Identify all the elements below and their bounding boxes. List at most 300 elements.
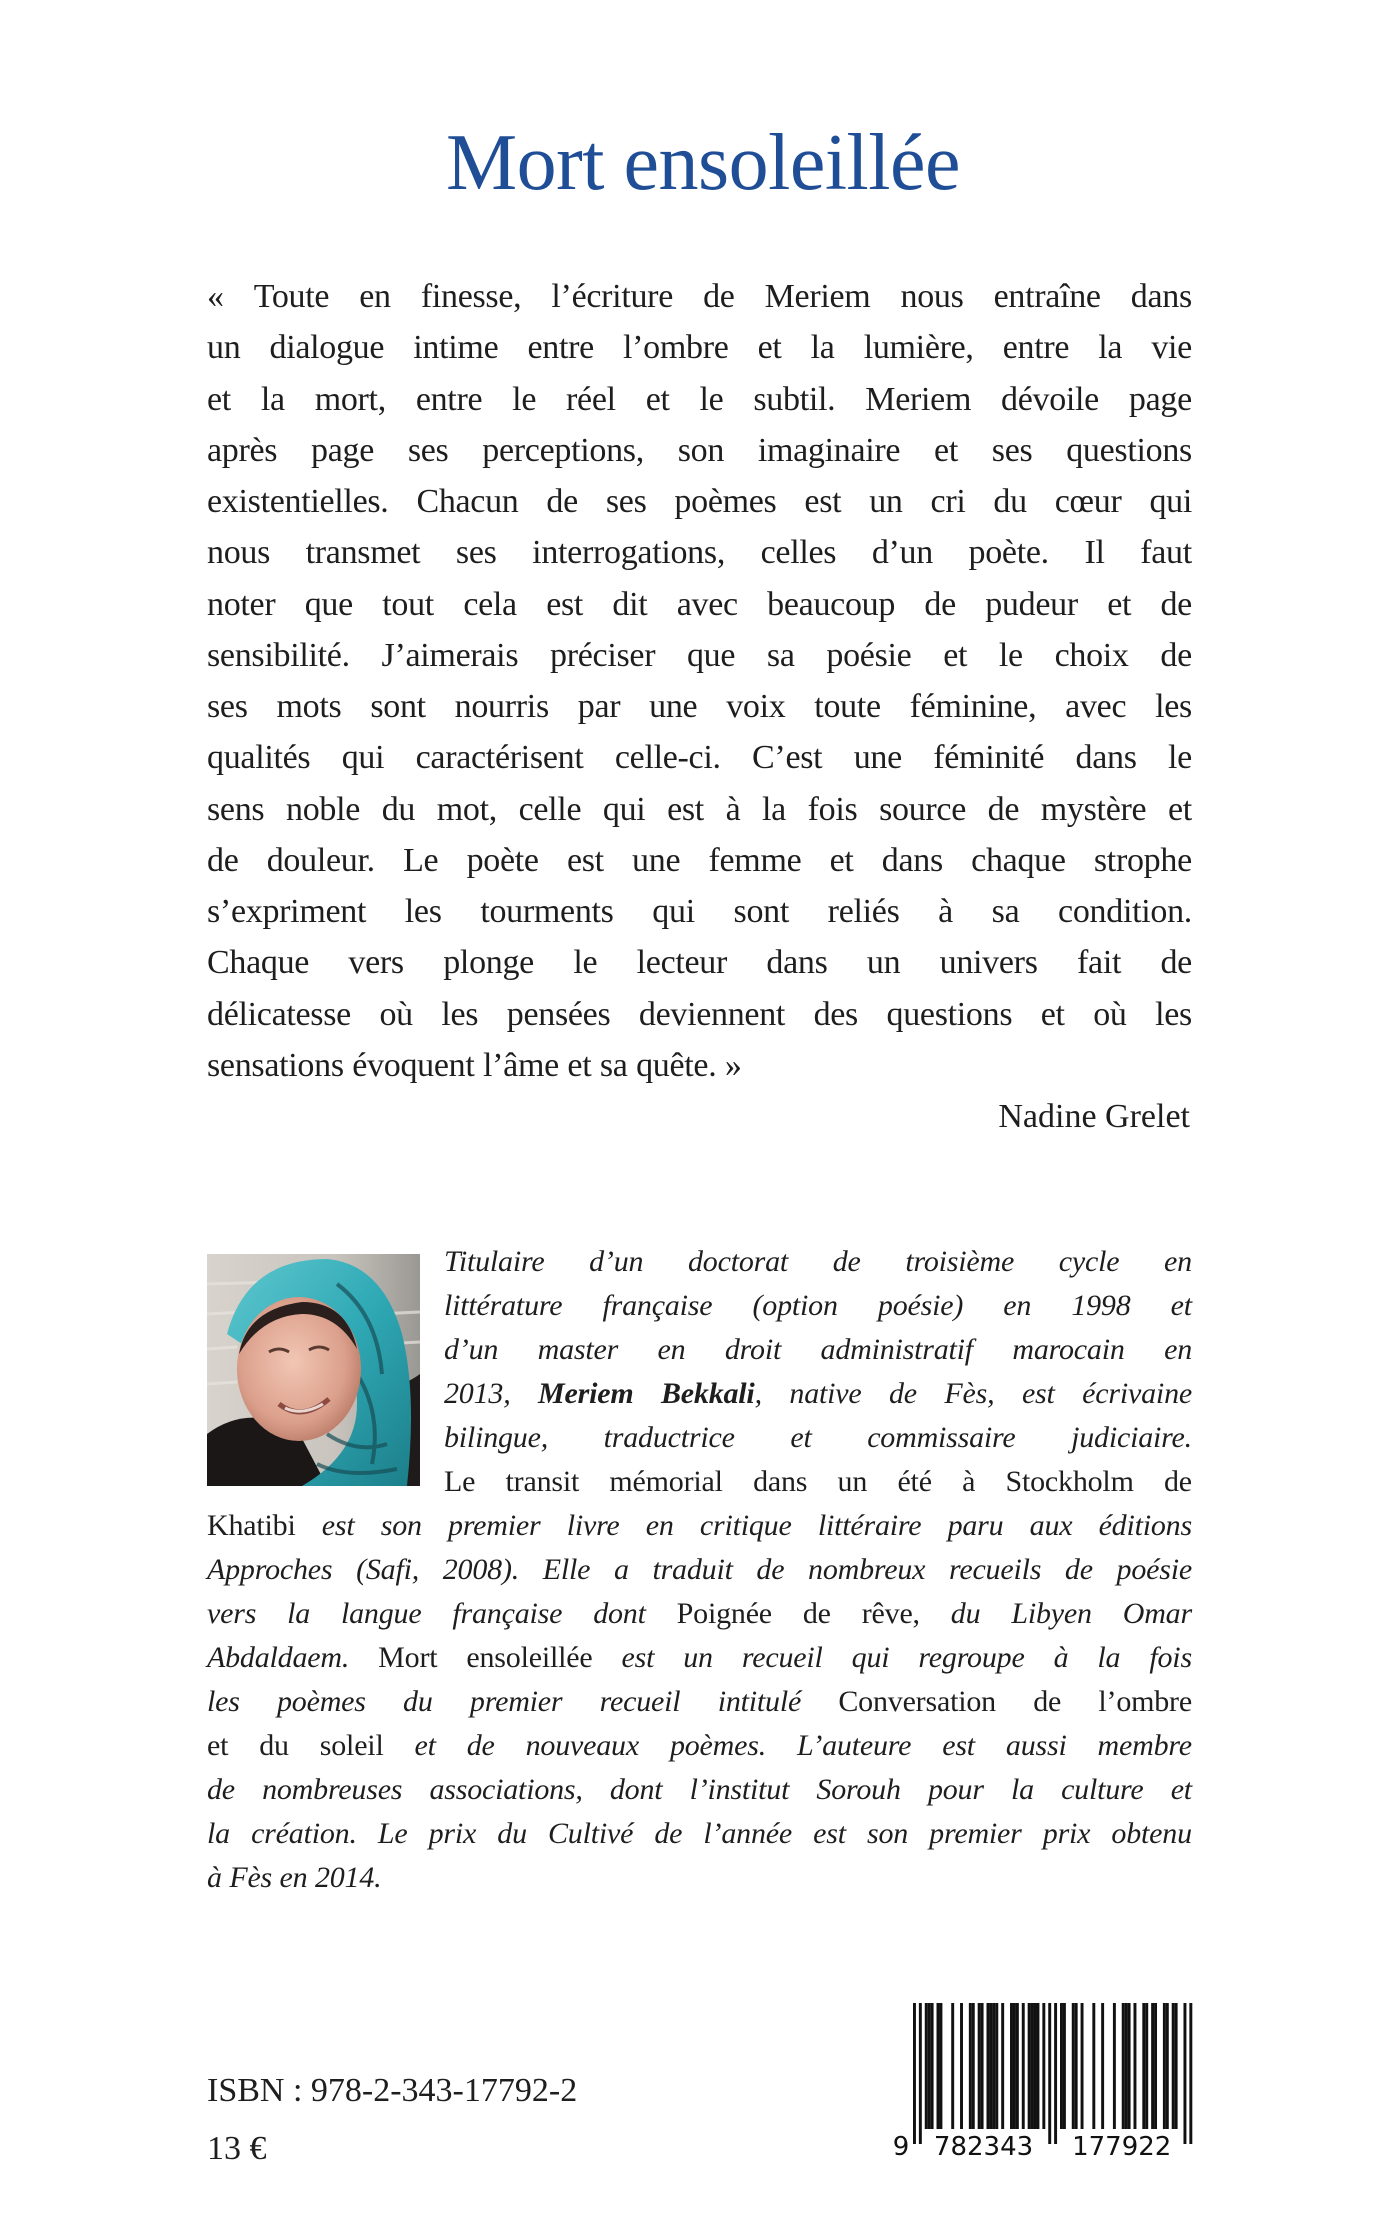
- word: Le: [444, 1465, 476, 1498]
- word: Omar: [1122, 1597, 1192, 1630]
- word: transit: [505, 1465, 580, 1498]
- blurb-quote: [207, 271, 1192, 1091]
- word: été: [897, 1465, 932, 1498]
- word: prix: [428, 1817, 477, 1850]
- word: pensées: [506, 995, 611, 1033]
- word: premier: [929, 1817, 1022, 1850]
- word: dévoile: [1001, 380, 1099, 418]
- word: strophe: [1093, 841, 1192, 879]
- word: dans: [753, 1465, 808, 1498]
- word: française: [602, 1289, 713, 1322]
- word: le: [512, 380, 537, 418]
- word: livre: [566, 1509, 620, 1542]
- word: de: [924, 585, 956, 623]
- word: judiciaire.: [1071, 1421, 1192, 1454]
- text-line: [207, 1040, 1192, 1091]
- word: administratif: [820, 1333, 973, 1366]
- word: littéraire: [817, 1509, 922, 1542]
- word: la: [762, 790, 786, 828]
- text-line: [207, 374, 1192, 425]
- word: source: [879, 790, 966, 828]
- word: le: [699, 380, 724, 418]
- word: ses: [455, 534, 497, 572]
- quote-attribution: Nadine Grelet: [998, 1098, 1190, 1135]
- word: un: [869, 483, 903, 521]
- word: délicatesse: [207, 995, 351, 1033]
- word: l’écriture: [551, 278, 673, 315]
- word: Khatibi: [207, 1509, 296, 1542]
- word: reliés: [827, 893, 900, 931]
- word: est: [321, 1509, 355, 1542]
- text-line: [444, 1284, 1192, 1328]
- word: de: [546, 483, 578, 521]
- word: avec: [676, 585, 738, 623]
- word: du: [403, 1685, 433, 1718]
- book-title: Mort ensoleillée: [445, 119, 961, 207]
- word: J’aimerais: [381, 636, 519, 674]
- word: nous: [900, 278, 964, 315]
- word: beaucoup: [767, 585, 896, 623]
- word: sa: [991, 893, 1020, 931]
- word: l’institut: [689, 1773, 790, 1806]
- word: choix: [1054, 636, 1129, 674]
- word: Il: [1084, 534, 1105, 572]
- text-line: [207, 271, 1192, 322]
- word: de: [832, 1245, 861, 1278]
- author-bio: [207, 1240, 1192, 1900]
- word: Chacun: [416, 483, 519, 521]
- word: »: [724, 1046, 742, 1084]
- word: obtenu: [1111, 1817, 1192, 1850]
- word: lumière,: [863, 329, 974, 367]
- word: faut: [1140, 534, 1192, 572]
- word: existentielles.: [207, 483, 389, 521]
- word: premier: [448, 1509, 541, 1542]
- word: Approches: [207, 1553, 333, 1586]
- word: ses: [605, 483, 647, 521]
- word: (Safi,: [356, 1553, 420, 1586]
- word: douleur.: [266, 841, 375, 879]
- word: sens: [207, 790, 265, 828]
- text-line: [207, 1636, 1192, 1680]
- word: mot,: [436, 790, 497, 828]
- word: Conversation: [838, 1685, 996, 1718]
- word: mystère: [1040, 790, 1147, 828]
- word: Chaque: [207, 944, 310, 982]
- word: d’un: [871, 534, 933, 572]
- word: culture: [1061, 1773, 1144, 1806]
- word: dans: [881, 841, 943, 879]
- word: l’âme: [483, 1046, 559, 1084]
- word: à: [962, 1465, 976, 1498]
- word: celle: [518, 790, 582, 828]
- word: pour: [927, 1773, 984, 1806]
- word: «: [207, 278, 224, 315]
- word: dont: [609, 1773, 663, 1806]
- text-line: [444, 1328, 1192, 1372]
- word: femme: [708, 841, 802, 879]
- word: qualités: [207, 739, 311, 777]
- word: est: [621, 1641, 655, 1674]
- word: et: [207, 1729, 229, 1762]
- word: quête.: [636, 1046, 717, 1084]
- word: s’expriment: [207, 893, 367, 931]
- word: poète.: [968, 534, 1049, 572]
- word: féminité: [933, 739, 1045, 777]
- word: caractérisent: [415, 739, 584, 777]
- word: rêve,: [861, 1597, 920, 1630]
- text-line: [207, 579, 1192, 630]
- word: la: [1097, 1641, 1121, 1674]
- word: traductrice: [603, 1421, 735, 1454]
- text-line: [444, 1416, 1192, 1460]
- word: (option: [752, 1289, 838, 1322]
- word: Abdaldaem.: [207, 1641, 350, 1674]
- word: de: [1160, 944, 1192, 982]
- word: un: [207, 329, 241, 367]
- word: L’auteure: [796, 1729, 912, 1762]
- word: son: [380, 1509, 422, 1542]
- word: sa: [599, 1046, 628, 1084]
- word: à: [725, 790, 741, 828]
- word: est: [566, 841, 604, 879]
- word: mémorial: [609, 1465, 723, 1498]
- word: celles: [760, 534, 837, 572]
- word: évoquent: [352, 1046, 475, 1084]
- word: master: [537, 1333, 619, 1366]
- word: soleil: [319, 1729, 384, 1762]
- word: cela: [463, 585, 517, 623]
- word: questions: [1066, 431, 1192, 469]
- price: 13 €: [207, 2130, 267, 2167]
- word: droit: [724, 1333, 782, 1366]
- word: 1998: [1071, 1289, 1131, 1322]
- word: poèmes.: [669, 1729, 767, 1762]
- word: perceptions,: [482, 431, 644, 469]
- word: Le: [377, 1817, 408, 1850]
- word: mots: [276, 688, 342, 726]
- text-line: [207, 630, 1192, 681]
- word: littérature: [444, 1289, 563, 1322]
- word: de: [756, 1553, 785, 1586]
- word: sensibilité.: [207, 636, 350, 674]
- word: traduit: [652, 1553, 733, 1586]
- word: entraîne: [993, 278, 1101, 315]
- word: condition.: [1058, 893, 1192, 931]
- word: où: [379, 995, 413, 1033]
- word: est: [1021, 1377, 1055, 1410]
- word: celle-ci.: [614, 739, 721, 777]
- word: en: [359, 278, 391, 315]
- text-line: [207, 732, 1192, 783]
- word: dans: [1075, 739, 1137, 777]
- word: de: [654, 1817, 683, 1850]
- word: entre: [1002, 329, 1070, 367]
- word: de: [466, 1729, 495, 1762]
- word: de: [207, 1773, 235, 1806]
- word: en: [1164, 1333, 1192, 1366]
- word: nombreux: [808, 1553, 926, 1586]
- word: sont: [370, 688, 426, 726]
- text-line: [444, 1460, 1192, 1504]
- word: cœur: [1054, 483, 1122, 521]
- word: Mort: [378, 1641, 438, 1674]
- text-line: [207, 681, 1192, 732]
- word: l’ombre: [623, 329, 729, 367]
- word: que: [686, 636, 736, 674]
- word: en: [645, 1509, 674, 1542]
- word: et: [1107, 585, 1132, 623]
- word: Titulaire: [444, 1245, 545, 1278]
- word: la: [207, 1817, 230, 1850]
- word: un: [837, 1465, 868, 1498]
- word: dont: [593, 1597, 646, 1630]
- word: ses: [407, 431, 449, 469]
- word: Fès,: [944, 1377, 995, 1410]
- text-line: [207, 989, 1192, 1040]
- word: Meriem: [538, 1377, 634, 1410]
- isbn: ISBN : 978-2-343-17792-2: [207, 2072, 578, 2109]
- word: aussi: [1005, 1729, 1067, 1762]
- word: pudeur: [985, 585, 1078, 623]
- word: son: [866, 1817, 909, 1850]
- word: et: [207, 380, 231, 418]
- word: du: [497, 1817, 527, 1850]
- word: nourris: [454, 688, 549, 726]
- word: membre: [1097, 1729, 1192, 1762]
- word: lecteur: [636, 944, 728, 982]
- word: en: [1164, 1245, 1192, 1278]
- word: du: [259, 1729, 289, 1762]
- word: qui: [851, 1641, 890, 1674]
- word: poésie: [1116, 1553, 1192, 1586]
- word: qui: [341, 739, 385, 777]
- word: dans: [1130, 278, 1192, 315]
- word: recueil: [599, 1685, 681, 1718]
- word: de: [802, 1597, 831, 1630]
- word: critique: [699, 1509, 792, 1542]
- word: et: [829, 841, 854, 879]
- word: l’ombre: [1098, 1685, 1192, 1718]
- text-line: [207, 1592, 1192, 1636]
- word: Le: [403, 841, 439, 879]
- word: noble: [286, 790, 361, 828]
- word: Cultivé: [548, 1817, 634, 1850]
- word: une: [853, 739, 902, 777]
- word: paru: [947, 1509, 1004, 1542]
- word: et: [934, 431, 958, 469]
- word: une: [649, 688, 698, 726]
- word: en: [1003, 1289, 1032, 1322]
- barcode-digits: 9: [892, 2132, 910, 2160]
- word: poèmes: [674, 483, 777, 521]
- word: prix: [1042, 1817, 1091, 1850]
- word: le: [573, 944, 598, 982]
- word: où: [1093, 995, 1127, 1033]
- word: par: [577, 688, 621, 726]
- word: marocain: [1012, 1333, 1125, 1366]
- word: Stockholm: [1005, 1465, 1134, 1498]
- word: nouveaux: [525, 1729, 639, 1762]
- word: en: [279, 1861, 308, 1894]
- word: mort,: [314, 380, 386, 418]
- word: la: [260, 380, 285, 418]
- word: après: [207, 431, 278, 469]
- word: bilingue,: [444, 1421, 549, 1454]
- word: transmet: [305, 534, 421, 572]
- barcode-icon: [885, 2000, 1200, 2160]
- word: féminine,: [909, 688, 1037, 726]
- word: aux: [1029, 1509, 1073, 1542]
- word: de: [1160, 636, 1192, 674]
- word: recueils: [948, 1553, 1042, 1586]
- word: le: [998, 636, 1023, 674]
- word: ses: [991, 431, 1033, 469]
- word: 2013,: [444, 1377, 511, 1410]
- word: langue: [341, 1597, 422, 1630]
- text-line: [207, 886, 1192, 937]
- text-line: [207, 1680, 1192, 1724]
- word: plonge: [443, 944, 534, 982]
- word: et: [943, 636, 968, 674]
- text-line: [207, 784, 1192, 835]
- word: vers: [207, 1597, 257, 1630]
- word: et: [1167, 790, 1192, 828]
- word: son: [677, 431, 725, 469]
- word: préciser: [550, 636, 656, 674]
- word: les: [1155, 688, 1192, 726]
- word: chaque: [971, 841, 1066, 879]
- word: entre: [415, 380, 483, 418]
- text-line: [207, 1724, 1192, 1768]
- word: du: [950, 1597, 981, 1630]
- word: réel: [566, 380, 616, 418]
- word: la: [1010, 1773, 1034, 1806]
- text-line: [207, 425, 1192, 476]
- word: ensoleillée: [466, 1641, 593, 1674]
- word: sensations: [207, 1046, 344, 1084]
- word: à: [207, 1861, 222, 1894]
- text-line: [207, 476, 1192, 527]
- word: tout: [382, 585, 434, 623]
- word: qui: [1149, 483, 1192, 521]
- barcode-digits: 177922: [1072, 2132, 1172, 2160]
- word: entre: [527, 329, 594, 367]
- word: qui: [652, 893, 695, 931]
- text-line: [207, 835, 1192, 886]
- word: sont: [733, 893, 789, 931]
- word: d’un: [444, 1333, 499, 1366]
- word: est: [813, 1817, 846, 1850]
- word: l’année: [703, 1817, 792, 1850]
- word: du: [381, 790, 416, 828]
- word: dans: [766, 944, 828, 982]
- word: le: [1167, 739, 1192, 777]
- word: toute: [814, 688, 881, 726]
- word: noter: [207, 585, 276, 623]
- word: et: [567, 1046, 592, 1084]
- word: en: [657, 1333, 686, 1366]
- word: Libyen: [1011, 1597, 1092, 1630]
- word: et: [757, 329, 782, 367]
- word: la: [287, 1597, 311, 1630]
- text-line: [444, 1240, 1192, 1284]
- text-line: [207, 527, 1192, 578]
- word: de: [207, 841, 239, 879]
- word: subtil.: [753, 380, 836, 418]
- text-line: [207, 1504, 1192, 1548]
- word: ses: [207, 688, 248, 726]
- word: finesse,: [420, 278, 522, 315]
- word: de: [1033, 1685, 1062, 1718]
- word: poésie): [877, 1289, 964, 1322]
- word: et: [1170, 1289, 1192, 1322]
- word: Meriem: [865, 380, 972, 418]
- word: et: [1170, 1773, 1192, 1806]
- word: interrogations,: [532, 534, 726, 572]
- word: recueil: [741, 1641, 823, 1674]
- word: la: [1098, 329, 1123, 367]
- word: cycle: [1058, 1245, 1120, 1278]
- word: à: [938, 893, 953, 931]
- barcode-digits: 782343: [933, 2132, 1034, 2160]
- word: intitulé: [717, 1685, 802, 1718]
- isbn-barcode: [885, 2000, 1200, 2160]
- word: les: [404, 893, 442, 931]
- text-line: [207, 322, 1192, 373]
- word: Toute: [253, 278, 330, 315]
- word: un: [683, 1641, 713, 1674]
- word: page: [311, 431, 375, 469]
- word: imaginaire: [757, 431, 901, 469]
- word: et: [645, 380, 670, 418]
- word: un: [866, 944, 901, 982]
- word: est: [942, 1729, 975, 1762]
- word: 2008).: [442, 1553, 520, 1586]
- word: est: [667, 790, 704, 828]
- word: tourments: [480, 893, 614, 931]
- word: cri: [930, 483, 966, 521]
- word: premier: [469, 1685, 563, 1718]
- word: française: [452, 1597, 563, 1630]
- word: une: [632, 841, 681, 879]
- text-line: [207, 1548, 1192, 1592]
- word: et: [414, 1729, 436, 1762]
- text-line: [207, 937, 1192, 988]
- word: questions: [886, 995, 1013, 1033]
- word: écrivaine: [1082, 1377, 1192, 1410]
- word: de: [1164, 1465, 1192, 1498]
- word: est: [804, 483, 842, 521]
- word: nombreuses: [262, 1773, 403, 1806]
- word: sa: [766, 636, 795, 674]
- word: commissaire: [867, 1421, 1016, 1454]
- word: et: [1040, 995, 1065, 1033]
- word: 2014.: [314, 1861, 382, 1894]
- text-line: [207, 1812, 1192, 1856]
- word: fait: [1077, 944, 1122, 982]
- word: vers: [348, 944, 404, 982]
- word: les: [207, 1685, 240, 1718]
- word: des: [813, 995, 858, 1033]
- word: d’un: [589, 1245, 644, 1278]
- word: Fès: [229, 1861, 273, 1894]
- text-line: [207, 1856, 1192, 1900]
- word: et: [790, 1421, 812, 1454]
- word: éditions: [1098, 1509, 1192, 1542]
- word: intime: [413, 329, 499, 367]
- word: du: [993, 483, 1027, 521]
